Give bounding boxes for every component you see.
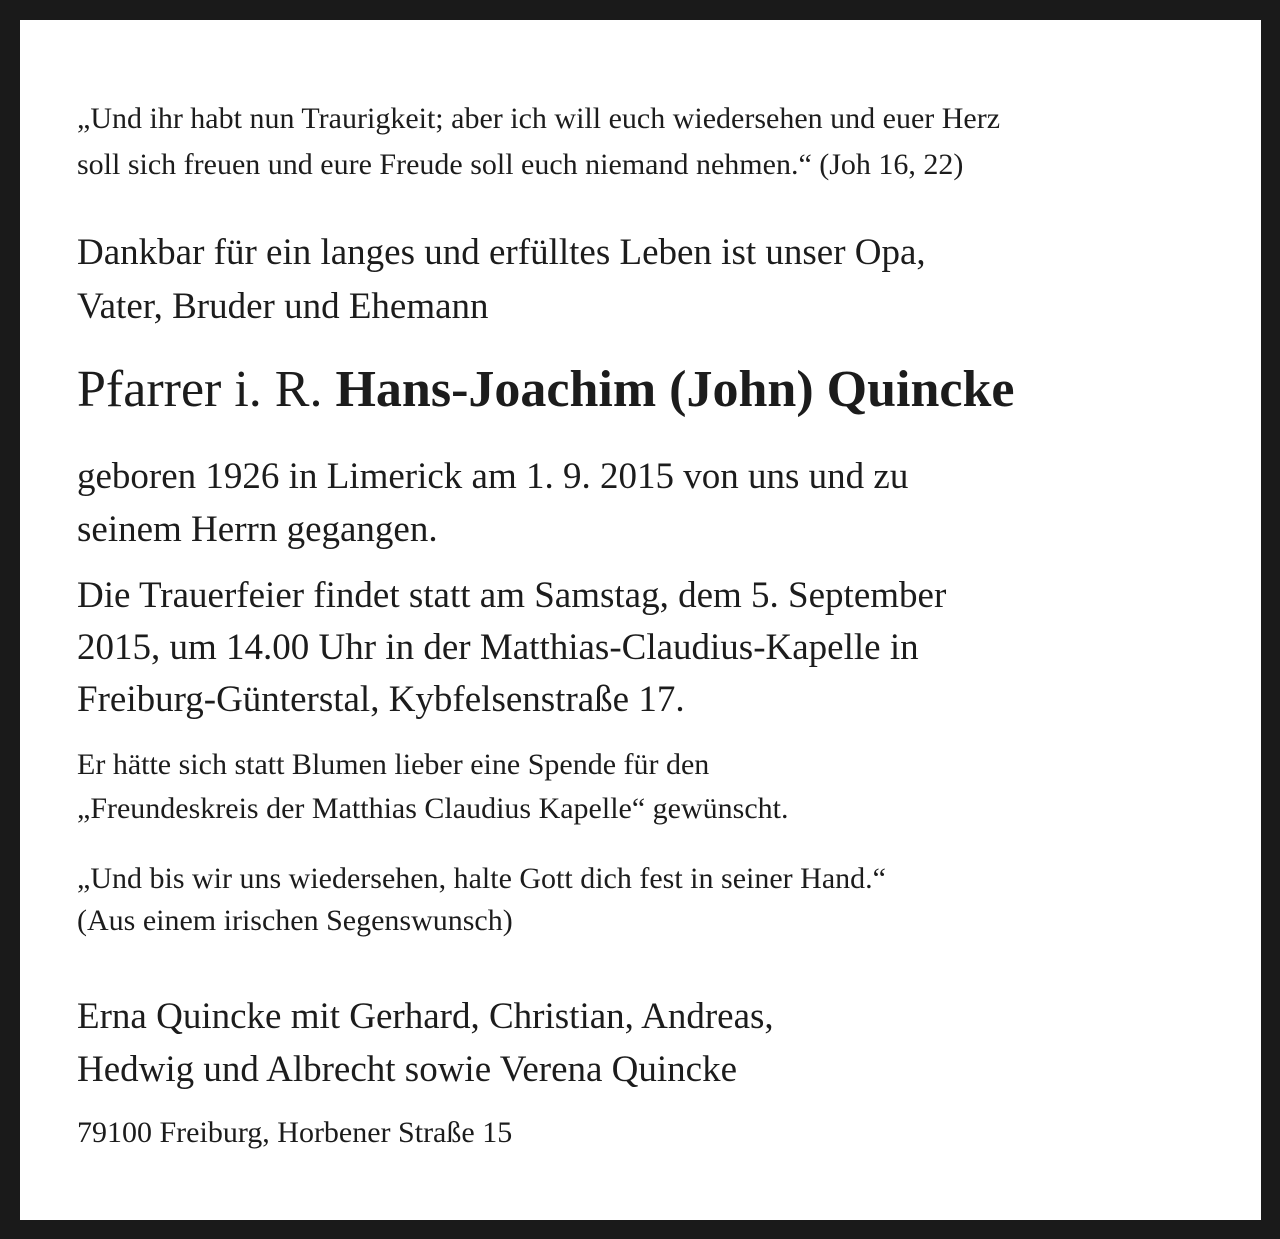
- birth-death-info: [77, 450, 1221, 556]
- funeral-service-line-1: Die Trauerfeier findet statt am Samstag, dem 5. September: [77, 575, 947, 616]
- donation-note: [77, 743, 1221, 831]
- gratitude-intro-line-1: Dankbar für ein langes und erfülltes Leben ist unser Opa,: [77, 232, 926, 273]
- funeral-service-line-2: 2015, um 14.00 Uhr in der Matthias-Claudius-Kapelle in: [77, 627, 919, 668]
- irish-blessing-line-2: (Aus einem irischen Segenswunsch): [77, 904, 513, 937]
- irish-blessing: [77, 858, 1221, 942]
- funeral-service-info: [77, 570, 1221, 726]
- donation-note-line-2: „Freundeskreis der Matthias Claudius Kapelle“ gewünscht.: [77, 792, 789, 825]
- gratitude-intro: [77, 226, 1221, 334]
- donation-note-line-1: Er hätte sich statt Blumen lieber eine Spende für den: [77, 748, 710, 781]
- birth-death-line-1: geboren 1926 in Limerick am 1. 9. 2015 von uns und zu: [77, 456, 909, 497]
- funeral-service-line-3: Freiburg-Günterstal, Kybfelsenstraße 17.: [77, 679, 685, 720]
- irish-blessing-line-1: „Und bis wir uns wiedersehen, halte Gott dich fest in seiner Hand.“: [77, 862, 886, 895]
- bible-verse: [77, 96, 1221, 188]
- family-address: 79100 Freiburg, Horbener Straße 15: [77, 1116, 513, 1149]
- deceased-name-heading: [77, 358, 1221, 422]
- obituary-notice: [20, 20, 1261, 1220]
- family-signature-line-1: Erna Quincke mit Gerhard, Christian, Andreas,: [77, 996, 774, 1037]
- bible-verse-line-2: soll sich freuen und eure Freude soll euch niemand nehmen.“ (Joh 16, 22): [77, 148, 964, 181]
- bible-verse-line-1: „Und ihr habt nun Traurigkeit; aber ich will euch wiedersehen und euer Herz: [77, 102, 1001, 135]
- deceased-title: Pfarrer i. R.: [77, 361, 323, 418]
- family-signature-line-2: Hedwig und Albrecht sowie Verena Quincke: [77, 1049, 738, 1090]
- gratitude-intro-line-2: Vater, Bruder und Ehemann: [77, 286, 489, 327]
- deceased-name: Hans-Joachim (John) Quincke: [335, 361, 1015, 418]
- family-signature: [77, 990, 1221, 1096]
- birth-death-line-2: seinem Herrn gegangen.: [77, 509, 438, 550]
